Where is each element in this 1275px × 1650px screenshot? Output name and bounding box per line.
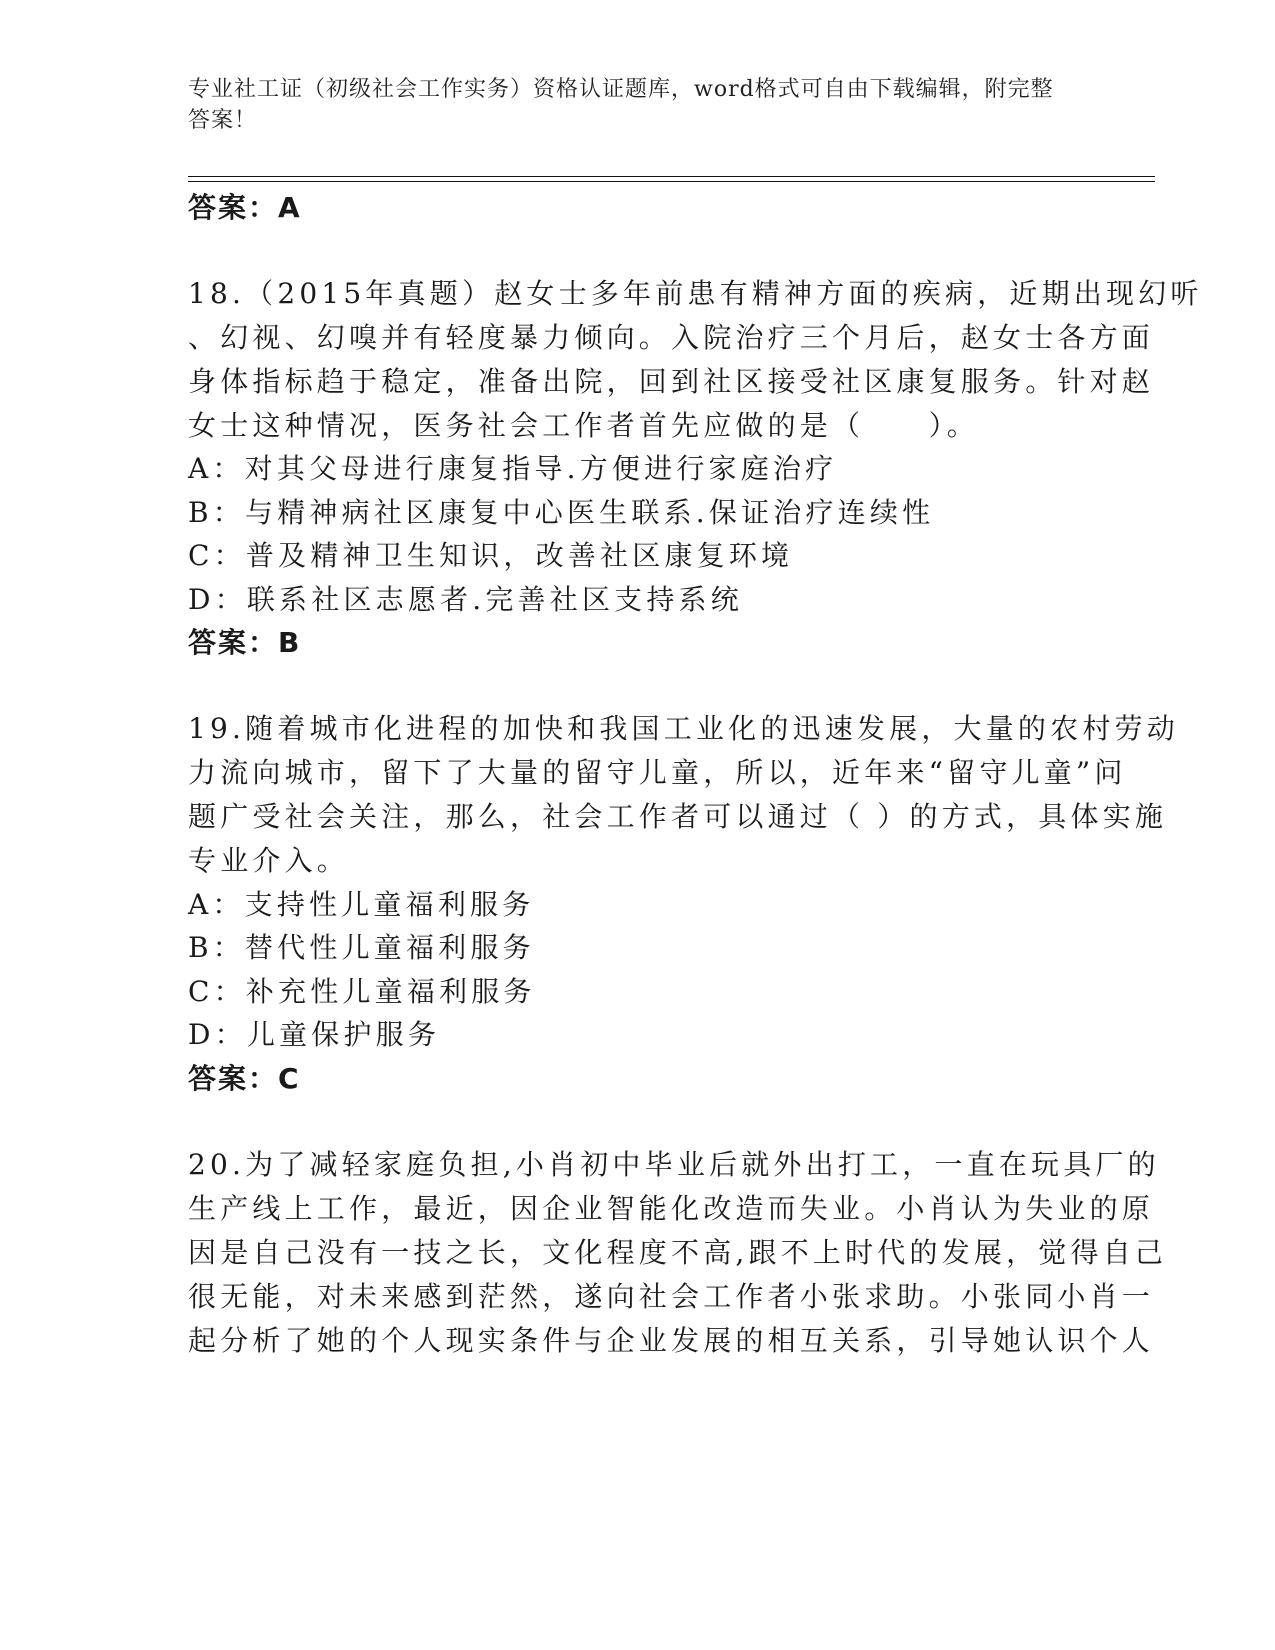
q18-line-4: 女士这种情况，医务社会工作者首先应做的是（ ）。 (188, 409, 980, 442)
q18-answer: 答案：B (188, 626, 302, 659)
q19-option-c: C：补充性儿童福利服务 (188, 975, 536, 1008)
q18-option-b: B：与精神病社区康复中心医生联系.保证治疗连续性 (188, 496, 935, 529)
q20-line-3: 因是自己没有一技之长，文化程度不高,跟不上时代的发展，觉得自己 (188, 1236, 1168, 1269)
q19-line-3: 题广受社会关注，那么，社会工作者可以通过（ ）的方式，具体实施 (188, 800, 1168, 833)
header-rule-top (188, 176, 1155, 177)
q19-answer: 答案：C (188, 1062, 301, 1095)
q19-line-2: 力流向城市，留下了大量的留守儿童，所以，近年来“留守儿童”问 (188, 756, 1127, 789)
q19-line-4: 专业介入。 (188, 844, 350, 877)
q18-option-c: C：普及精神卫生知识，改善社区康复环境 (188, 539, 794, 572)
q20-line-1: 20.为了减轻家庭负担,小肖初中毕业后就外出打工，一直在玩具厂的 (188, 1148, 1160, 1181)
q19-option-d: D：儿童保护服务 (188, 1018, 441, 1051)
q20-line-5: 起分析了她的个人现实条件与企业发展的相互关系，引导她认识个人 (188, 1324, 1155, 1357)
prev-answer: 答案：A (188, 191, 302, 224)
q19-option-a: A：支持性儿童福利服务 (188, 888, 535, 921)
q18-line-2: 、幻视、幻嗅并有轻度暴力倾向。入院治疗三个月后，赵女士各方面 (188, 321, 1155, 354)
q19-line-1: 19.随着城市化进程的加快和我国工业化的迅速发展，大量的农村劳动 (188, 712, 1179, 745)
q18-line-1: 18.（2015年真题）赵女士多年前患有精神方面的疾病，近期出现幻听 (188, 277, 1203, 310)
q20-line-2: 生产线上工作，最近，因企业智能化改造而失业。小肖认为失业的原 (188, 1192, 1155, 1225)
document-header: 专业社工证（初级社会工作实务）资格认证题库，word格式可自由下载编辑，附完整答案！ (188, 77, 1054, 133)
q18-option-d: D：联系社区志愿者.完善社区支持系统 (188, 583, 743, 616)
header-rule-bottom (188, 181, 1155, 182)
q18-line-3: 身体指标趋于稳定，准备出院，回到社区接受社区康复服务。针对赵 (188, 365, 1155, 398)
q18-option-a: A：对其父母进行康复指导.方便进行家庭治疗 (188, 452, 838, 485)
q20-line-4: 很无能，对未来感到茫然，遂向社会工作者小张求助。小张同小肖一 (188, 1280, 1155, 1313)
q19-option-b: B：替代性儿童福利服务 (188, 931, 535, 964)
